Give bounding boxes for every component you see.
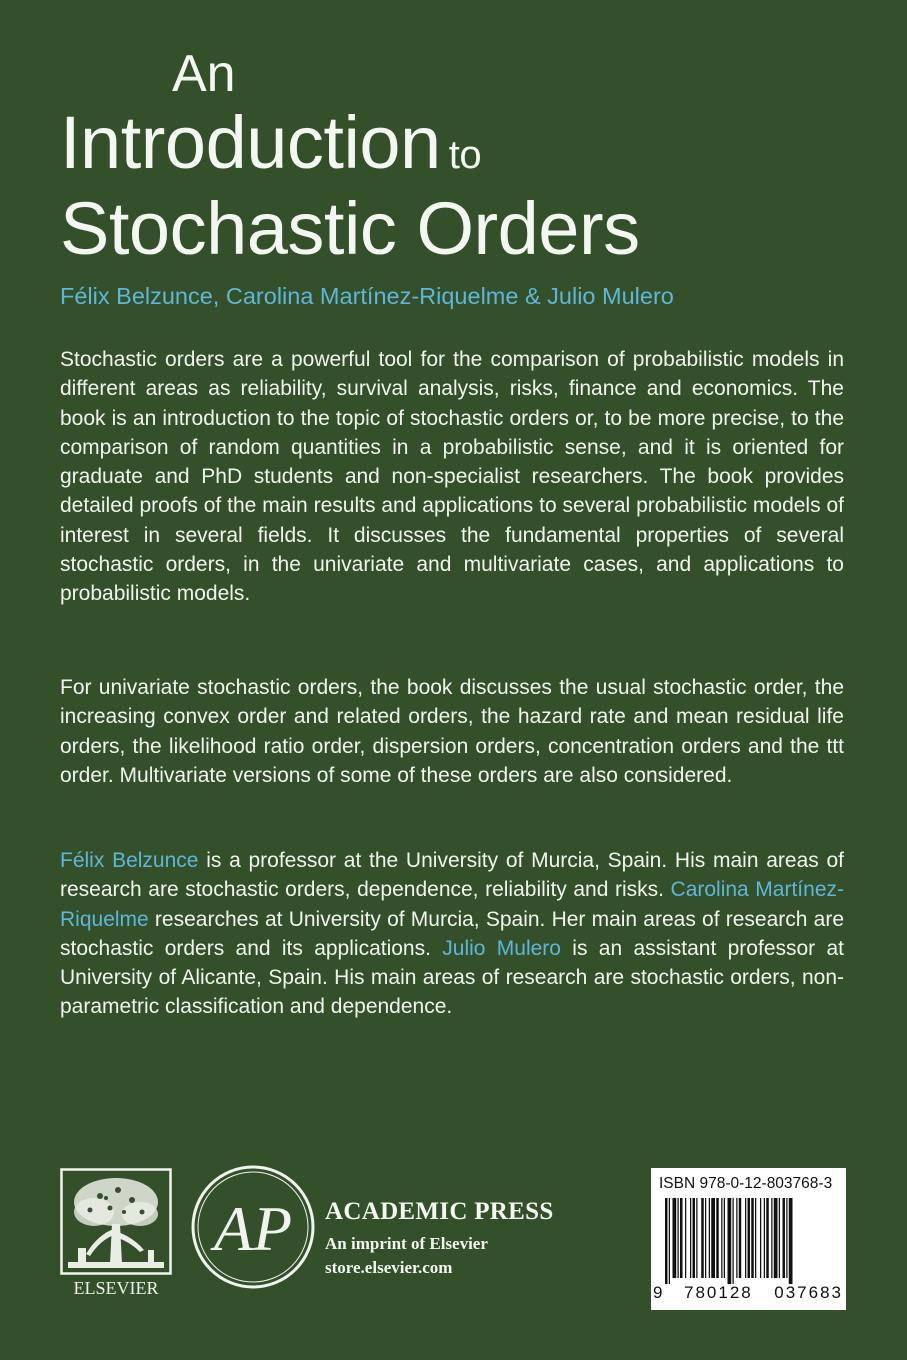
- barcode-bar: [786, 1198, 787, 1278]
- barcode-bar: [783, 1198, 786, 1278]
- bio-text-martinez-riquelme: researches at University of Murcia, Spain. Her main areas of research are stochastic orders and its applications.: [60, 907, 844, 960]
- barcode-bar: [701, 1198, 704, 1278]
- ap-logo-text: AP: [213, 1193, 293, 1264]
- academic-press-logo: [190, 1164, 316, 1290]
- barcode-bar: [739, 1198, 742, 1278]
- barcode-bar: [680, 1198, 683, 1278]
- barcode-bar: [760, 1198, 761, 1278]
- barcode-digits: [653, 1283, 843, 1303]
- isbn-barcode: [651, 1168, 846, 1310]
- barcode-bar: [764, 1198, 765, 1278]
- barcode-bar: [709, 1198, 710, 1278]
- barcode-bar: [748, 1198, 751, 1278]
- barcode-bar: [774, 1198, 778, 1278]
- author-bios-paragraph: [60, 846, 844, 1022]
- barcode-bars: [659, 1198, 839, 1284]
- barcode-bar: [673, 1198, 677, 1278]
- title-line-stochastic-orders: Stochastic Orders: [60, 187, 640, 270]
- barcode-bar: [669, 1198, 670, 1284]
- barcode-bar: [766, 1198, 769, 1278]
- bio-author-mulero: Julio Mulero: [442, 936, 561, 960]
- barcode-bar: [771, 1198, 772, 1278]
- barcode-bar: [690, 1198, 691, 1278]
- barcode-bar: [733, 1198, 734, 1284]
- barcode-bar: [696, 1198, 697, 1278]
- barcode-bar: [678, 1198, 679, 1278]
- publisher-imprint: An imprint of Elsevier: [325, 1234, 488, 1253]
- barcode-bar: [665, 1198, 668, 1284]
- barcode-bar: [693, 1198, 696, 1278]
- elsevier-logo-text: ELSEVIER: [73, 1278, 159, 1298]
- publisher-block: [325, 1198, 554, 1278]
- barcode-bar: [711, 1198, 715, 1278]
- barcode-bar: [724, 1198, 725, 1278]
- barcode-bar: [705, 1198, 706, 1278]
- bio-author-martinez-riquelme: Carolina Martínez-Riquelme: [60, 878, 844, 931]
- barcode-bar: [755, 1198, 756, 1278]
- bio-text-mulero: is an assistant professor at University of Alicante, Spain. His main areas of research are stochastic orders, non-parametric classification and dependence.: [60, 936, 844, 1019]
- title-word-introduction: Introduction: [60, 101, 441, 184]
- barcode-digit-lead: 9: [653, 1283, 663, 1302]
- barcode-digits-left: 780128: [684, 1283, 753, 1302]
- bio-text-belzunce: is a professor at the University of Murcia, Spain. His main areas of research are stochastic orders, dependence, reliability and risks.: [60, 849, 845, 902]
- barcode-bar: [745, 1198, 746, 1278]
- barcode-bar: [685, 1198, 686, 1278]
- barcode-bar: [779, 1198, 780, 1278]
- barcode-bar: [721, 1198, 722, 1278]
- elsevier-logo: [60, 1168, 172, 1300]
- publisher-name: ACADEMIC PRESS: [325, 1198, 554, 1225]
- book-title: [60, 45, 860, 270]
- barcode-digits-right: 037683: [774, 1283, 843, 1302]
- title-line-an: An: [172, 45, 236, 103]
- author-list: Félix Belzunce, Carolina Martínez-Riquelme & Julio Mulero: [60, 283, 674, 309]
- title-line-introduction: [60, 101, 860, 184]
- description-paragraph-2: For univariate stochastic orders, the book discusses the usual stochastic order, the increasing convex order and related orders, the hazard rate and mean residual life orders, the likelihood ratio order, dispersion orders, concentration orders and the ttt order. Multivariate versions of some of these orders are also considered.: [60, 676, 844, 787]
- barcode-bar: [789, 1198, 793, 1284]
- isbn-label: ISBN 978-0-12-803768-3: [659, 1175, 833, 1192]
- publisher-website: store.elsevier.com: [325, 1258, 453, 1277]
- barcode-bar: [751, 1198, 754, 1278]
- barcode-bar: [736, 1198, 737, 1278]
- barcode-bar: [716, 1198, 719, 1278]
- bio-author-belzunce: Félix Belzunce: [60, 849, 199, 872]
- barcode-bar: [728, 1198, 732, 1284]
- title-word-to: to: [448, 133, 482, 177]
- description-paragraph-1: Stochastic orders are a powerful tool for the comparison of probabilistic models in different areas as reliability, survival analysis, risks, finance and economics. The book is an introduction to the topic of stochastic orders or, to be more precise, to the comparison of random quantities in a probabilistic sense, and it is oriented for graduate and PhD students and non-specialist researchers. The book provides detailed proofs of the main results and applications to several probabilistic models of interest in several fields. It discusses the fundamental properties of several stochastic orders, in the univariate and multivariate cases, and applications to probabilistic models.: [60, 348, 844, 606]
